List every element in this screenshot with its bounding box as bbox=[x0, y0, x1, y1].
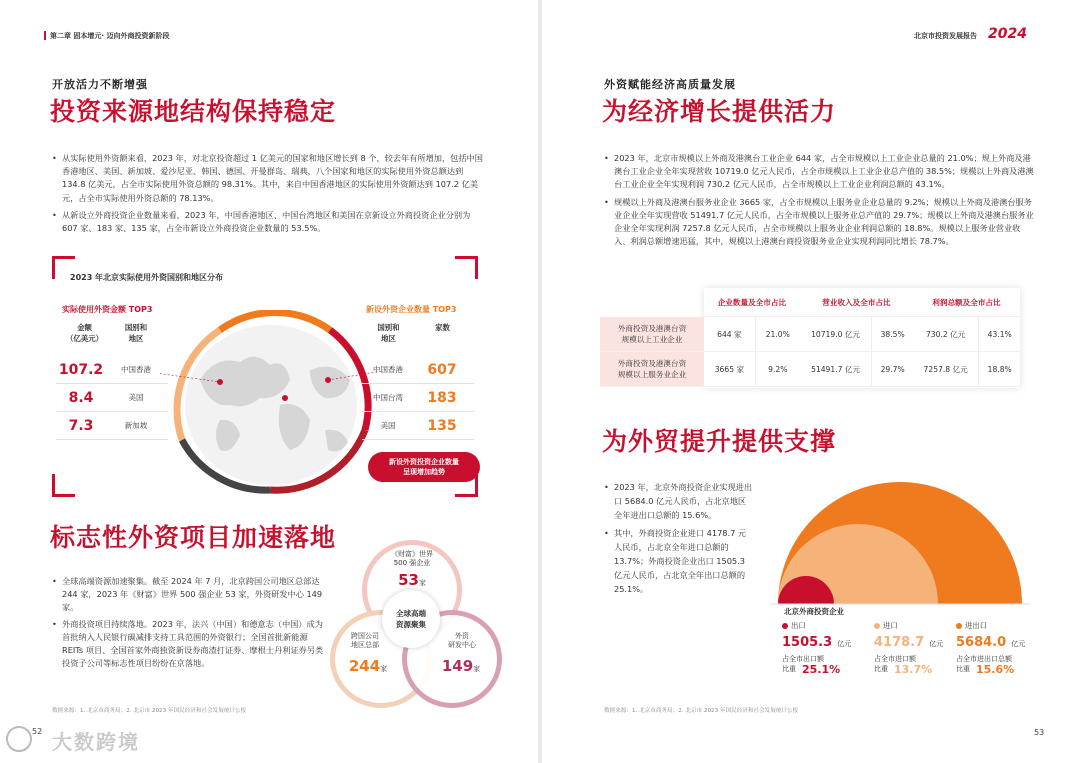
row-label: 外商投资及港澳台资 规模以上工业企业 bbox=[600, 317, 704, 352]
left-col-header: 金额 （亿美元） bbox=[66, 323, 103, 343]
list-item: 美国 135 bbox=[362, 412, 474, 440]
section-body bbox=[52, 152, 484, 239]
left-table-label: 实际使用外资金额 TOP3 bbox=[62, 305, 153, 314]
import-legend-dot bbox=[874, 623, 880, 629]
left-top3-list bbox=[56, 356, 168, 440]
total-share: 15.6% bbox=[976, 663, 1015, 676]
section-body bbox=[52, 575, 330, 674]
header-accent bbox=[44, 31, 46, 40]
section-body bbox=[604, 152, 1034, 252]
section-kicker: 外资赋能经济高质量发展 bbox=[604, 78, 736, 91]
right-col-header: 国别和 地区 bbox=[377, 323, 400, 343]
table-header: 企业数量及全市占比 bbox=[704, 288, 800, 317]
table-header-row bbox=[600, 288, 1020, 317]
row-label: 外商投资及港澳台资 规模以上服务业企业 bbox=[600, 352, 704, 387]
list-item: 8.4 美国 bbox=[56, 384, 168, 412]
right-col-header: 家数 bbox=[435, 323, 450, 332]
frame-corner bbox=[455, 256, 478, 279]
table-row: 外商投资及港澳台资 规模以上服务业企业 3665 家 9.2% 51491.7 亿元 29.7% 7257.8 亿元 18.8% bbox=[600, 352, 1020, 387]
figure-title: 2023 年北京实际使用外资国别和地区分布 bbox=[70, 273, 224, 282]
venn-top-label: 《财富》世界 500 强企业 bbox=[391, 550, 433, 567]
page-number: 53 bbox=[1034, 728, 1045, 737]
export-legend-dot bbox=[782, 623, 788, 629]
bullet-paragraph: • 从新设立外商投资企业数量来看，2023 年，中国香港地区、中国台湾地区和美国在京新设立外商投资企业分别为 607 家、183 家、135 家，占全市新设立外商投资企业数量的 53.5%。 bbox=[52, 209, 484, 235]
venn-right-value: 149家 bbox=[441, 657, 481, 675]
bullet-paragraph: • 从实际使用外资额来看，2023 年，对北京投资超过 1 亿美元的国家和地区增长到 8 个，较去年有所增加，包括中国香港地区、美国、新加坡、爱沙尼亚、韩国、德国、开曼群岛、瑞典，八个国家和地区的实际使用外资总额达到 134.8 亿美元，占全市实际使用外资总额的 98.31%。其中，来自中国香港地区的实际使用外资额达到 107.2 亿美元，占全市实际使用外资总额的 78.13%。 bbox=[52, 152, 484, 205]
report-header: 北京市投资发展报告 bbox=[914, 32, 977, 40]
bullet-paragraph: • 2023 年，北京外商投资企业实现进出口 5684.0 亿元人民币，占北京地区全年进出口总额的 15.6%。 bbox=[604, 480, 754, 522]
total-legend-dot bbox=[956, 623, 962, 629]
page-number: 52 bbox=[32, 727, 43, 736]
export-value: 1505.3 bbox=[782, 635, 833, 650]
enterprise-stats-table bbox=[600, 288, 1020, 387]
report-year: 2024 bbox=[988, 26, 1027, 42]
section-title: 为经济增长提供活力 bbox=[602, 97, 837, 126]
data-source-note: 数据来源：1. 北京市商务局；2. 北京市 2023 年国民经济和社会发展统计公报 bbox=[604, 708, 799, 714]
venn-top-value: 53家 bbox=[398, 571, 426, 589]
world-map-ring bbox=[160, 310, 382, 496]
table-header: 营业收入及全市占比 bbox=[800, 288, 913, 317]
section-body bbox=[604, 480, 754, 600]
section-title: 投资来源地结构保持稳定 bbox=[50, 97, 337, 126]
venn-left-value: 244家 bbox=[348, 657, 388, 675]
trade-total-block: 进出口 5684.0 亿元 占全市进出口总额 比重 15.6% bbox=[956, 620, 1056, 676]
trade-export-block: 出口 1505.3 亿元 占全市出口额 比重 25.1% bbox=[782, 620, 874, 676]
venn-right-label: 外资 研发中心 bbox=[448, 632, 476, 649]
venn-left-label: 跨国公司 地区总部 bbox=[351, 632, 379, 649]
trade-title: 北京外商投资企业 bbox=[784, 607, 844, 616]
import-share: 13.7% bbox=[894, 663, 933, 676]
bullet-paragraph: • 外商投资项目持续落地。2023 年，法兴（中国）和德意志（中国）成为首批纳入人民银行碳减排支持工具范围的外资银行；全国首批新能源 REITs 项目、全国首家外商独资新设券商渣打证券、摩根士丹利证券另类投资子公司等标志性项目纷纷在京落地。 bbox=[52, 618, 330, 670]
bullet-paragraph: • 规模以上外商及港澳台服务业企业 3665 家，占全市规模以上服务业企业总量的 9.2%；规模以上外商及港澳台服务业企业全年实现营收 51491.7 亿元人民币，占全市规模以上服务业总产值的 29.7%；规模以上外商及港澳台服务业企业全年实现利润 7257.8 亿元人民币，占全市规模以上服务业企业利润总额的 18.8%。规模以上服务业营业收入、利润总额增速迅猛，其中，规模以上港澳台商投资服务业企业实现利润同比增长 78.7%。 bbox=[604, 196, 1034, 249]
right-top3-list bbox=[362, 356, 474, 440]
trade-import-block: 进口 4178.7 亿元 占全市进口额 比重 13.7% bbox=[874, 620, 966, 676]
trade-semicircle-chart bbox=[770, 470, 1030, 610]
total-value: 5684.0 bbox=[956, 635, 1007, 650]
list-item: 7.3 新加坡 bbox=[56, 412, 168, 440]
trend-callout-badge: 新设外资投资企业数量 呈现增加趋势 bbox=[368, 452, 480, 482]
right-page bbox=[542, 0, 1080, 763]
table-header: 利润总额及全市占比 bbox=[913, 288, 1020, 317]
bullet-paragraph: • 2023 年，北京市规模以上外商及港澳台工业企业 644 家，占全市规模以上工业企业总量的 21.0%；规上外商及港澳台工业企业全年实现营收 10719.0 亿元人民币，占全市规模以上工业企业总产值的 38.5%；规模以上外商及港澳台工业企业全年实现利润 730.2 亿元人民币，占全市规模以上工业企业利润总额的 43.1%。 bbox=[604, 152, 1034, 192]
data-source-note: 数据来源：1. 北京市商务局；2. 北京市 2023 年国民经济和社会发展统计公报 bbox=[52, 708, 247, 714]
left-page bbox=[0, 0, 538, 763]
venn-center: 全球高端 资源聚集 bbox=[382, 590, 440, 648]
bullet-paragraph: • 全球高端资源加速聚集。截至 2024 年 7 月，北京跨国公司地区总部达 244 家，2023 年《财富》世界 500 强企业 53 家，外资研发中心 149 家。 bbox=[52, 575, 330, 614]
chapter-header: 第二章 固本增元· 迈向外商投资新阶段 bbox=[50, 32, 170, 40]
import-value: 4178.7 bbox=[874, 635, 925, 650]
section-title: 为外贸提升提供支撑 bbox=[602, 427, 837, 456]
frame-corner bbox=[52, 474, 75, 497]
left-col-header: 国别和 地区 bbox=[124, 323, 148, 343]
list-item: 中国台湾 183 bbox=[362, 384, 474, 412]
list-item: 中国香港 607 bbox=[362, 356, 474, 384]
section-kicker: 开放活力不断增强 bbox=[52, 78, 148, 91]
watermark: 大数跨境 bbox=[52, 730, 140, 754]
right-table-label: 新设外资企业数量 TOP3 bbox=[366, 305, 457, 314]
watermark-logo-icon bbox=[6, 726, 32, 752]
table-row: 外商投资及港澳台资 规模以上工业企业 644 家 21.0% 10719.0 亿元 38.5% 730.2 亿元 43.1% bbox=[600, 317, 1020, 352]
bullet-paragraph: • 其中，外商投资企业进口 4178.7 元人民币，占北京全年进口总额的 13.7%；外商投资企业出口 1505.3 亿元人民币，占北京全年出口总额的 25.1%。 bbox=[604, 526, 754, 596]
export-share: 25.1% bbox=[802, 663, 841, 676]
list-item: 107.2 中国香港 bbox=[56, 356, 168, 384]
section-title: 标志性外资项目加速落地 bbox=[50, 523, 337, 552]
